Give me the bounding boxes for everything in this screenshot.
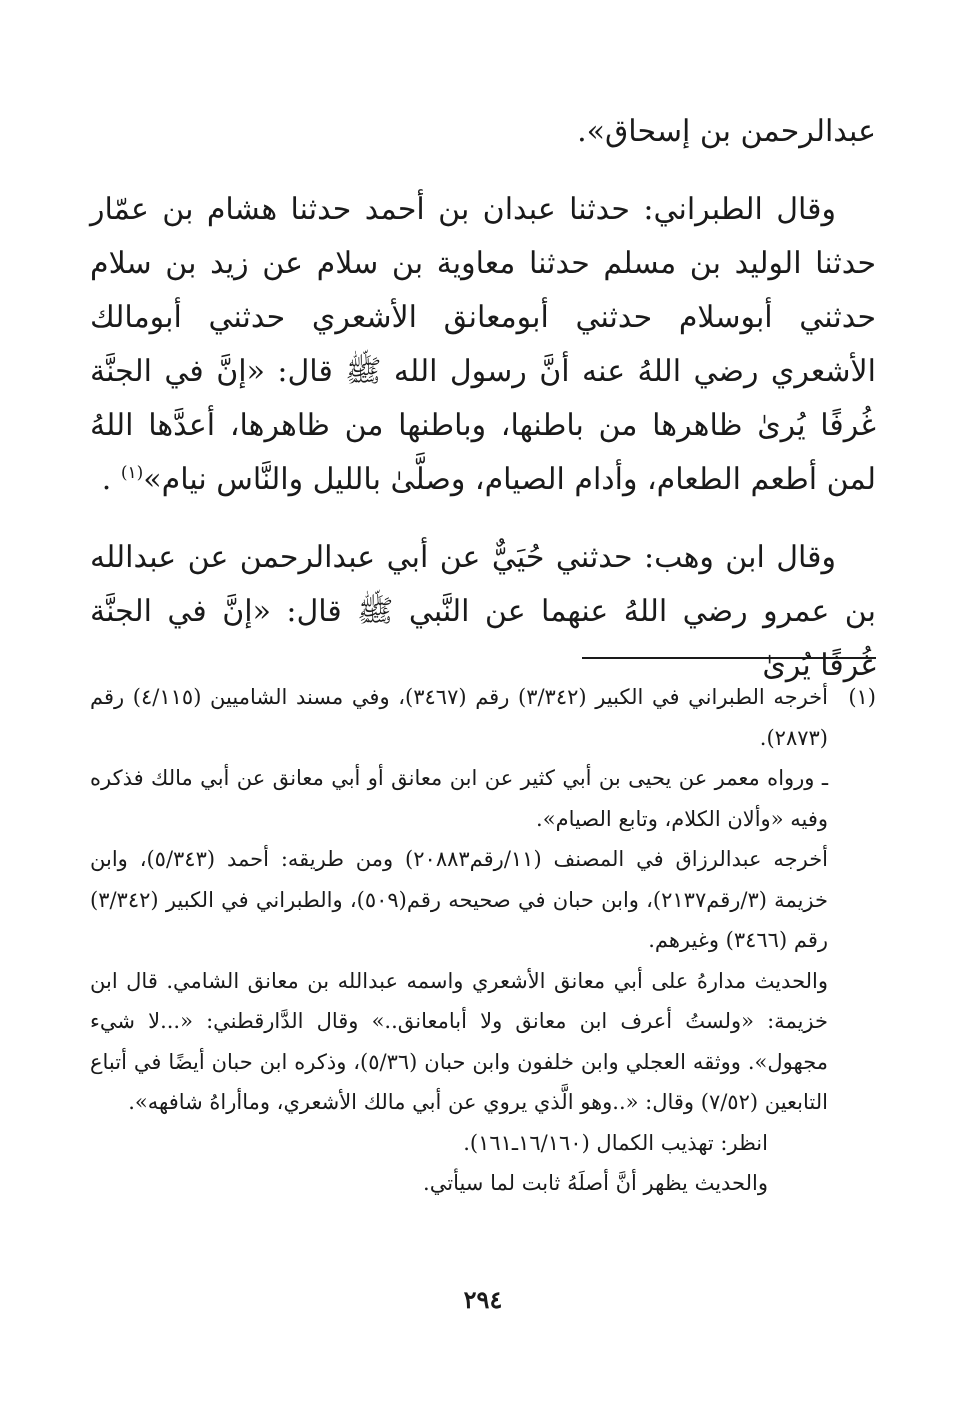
footnote-number: (١) [848,685,876,709]
footnote-1-text: أخرجه الطبراني في الكبير (٣/٣٤٢) رقم (٣٤٦٧)، وفي مسند الشاميين (٤/١١٥) رقم (٢٨٧٣). [90,685,828,750]
paragraph-2 [90,183,876,507]
footnote-1-part-4: والحديث مدارهُ على أبي معانق الأشعري واسمه عبدالله بن معانق الشامي. قال ابن خزيمة: «ولستُ أعرف ابن معانق ولا أبامعانق..» وقال الدَّارقطني: «...لا شيء مجهول». ووثقه العجلي وابن خلفون وابن حبان (٥/٣٦)، وذكره ابن حبان أيضًا في أتباع التابعين (٧/٥٢) وقال: «..وهو الَّذي يروي عن أبي مالك الأشعري، وماأراهُ شافهه». [90,968,828,1114]
footnote-1-part-2: ـ ورواه معمر عن يحيى بن أبي كثير عن ابن معانق أو أبي معانق عن أبي مالك فذكره وفيه «وألان الكلام، وتابع الصيام». [90,766,828,831]
paragraph-3: وقال ابن وهب: حدثني حُيَيٌّ عن أبي عبدالرحمن عن عبدالله بن عمرو رضي اللهُ عنهما عن النَّبي ﷺ قال: «إنَّ في الجنَّة غُرفًا يُرىٰ [90,540,876,683]
main-text [90,105,876,693]
paragraph-2-text: وقال الطبراني: حدثنا عبدان بن أحمد حدثنا هشام بن عمّار حدثنا الوليد بن مسلم حدثنا معاوية بن سلام عن زيد بن سلام حدثني أبوسلام حدثني أبومعانق الأشعري حدثني أبومالك الأشعري رضي اللهُ عنه أنَّ رسول الله ﷺ قال: «إنَّ في الجنَّة غُرفًا يُرىٰ ظاهرها من باطنها، وباطنها من ظاهرها، أعدَّها اللهُ لمن أطعم الطعام، وأدام الصيام، وصلَّىٰ بالليل والنَّاس نيام» [90,192,876,497]
footnote-separator [582,657,876,659]
paragraph-gap [90,159,876,183]
footnote-1-part-3: أخرجه عبدالرزاق في المصنف (١١/رقم٢٠٨٨٣) ومن طريقه: أحمد (٥/٣٤٣)، وابن خزيمة (٣/رقم٢١٣٧)، وابن حبان في صحيحه رقم(٥٠٩)، والطبراني في الكبير (٣/٣٤٢) رقم (٣٤٦٦) وغيرهم. [90,847,829,952]
paragraph-2-end: . [101,462,112,497]
paragraph-gap [90,507,876,531]
footnote-1 [90,677,876,758]
footnote-1-part-5: انظر: تهذيب الكمال (١٦/١٦٠ـ١٦١). [463,1130,768,1155]
footnotes [90,677,876,1204]
book-page [90,105,876,1395]
footnote-1-part-6: والحديث يظهر أنَّ أصلَهُ ثابت لما سيأتي. [423,1171,768,1195]
footnote-ref-1[interactable]: (١) [120,463,144,483]
paragraph-1: عبدالرحمن بن إسحاق». [577,114,876,149]
page-number: ٢٩٤ [463,1285,503,1314]
